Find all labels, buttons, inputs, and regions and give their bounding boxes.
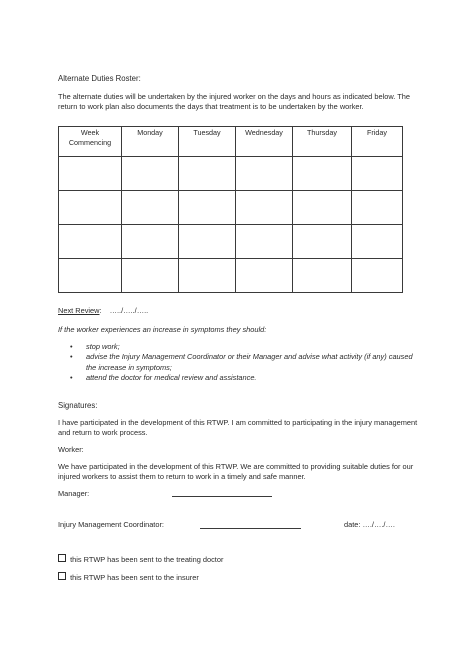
roster-cell[interactable] [179,259,236,293]
roster-intro: The alternate duties will be undertaken by the injured worker on the days and hours as indicated below. The return to work plan also documents the days that treatment is to be undertaken by the worker. [58,92,410,112]
roster-cell[interactable] [179,191,236,225]
next-review-label: Next Review [58,306,100,315]
coordinator-label: Injury Management Coordinator: [58,520,164,529]
manager-label: Manager: [58,489,90,498]
roster-cell[interactable] [236,191,293,225]
manager-statement: We have participated in the development of this RTWP. We are committed to providing suitable duties for our injured workers to assist them to return to work in a timely and safe manner. [58,462,414,482]
roster-header-row [59,127,403,157]
worker-label: Worker: [58,445,84,454]
manager-signature-line[interactable] [172,496,272,497]
next-review [58,306,148,316]
roster-cell[interactable] [236,259,293,293]
column-header: Tuesday [179,127,236,157]
checkbox-row-insurer[interactable] [58,572,199,583]
signature-date[interactable]: date: …./…./…. [344,520,395,529]
roster-cell[interactable] [352,259,403,293]
roster-cell[interactable] [236,225,293,259]
roster-cell[interactable] [122,157,179,191]
column-header: Week Commencing [59,127,122,157]
roster-cell[interactable] [236,157,293,191]
roster-table [58,126,403,293]
roster-cell[interactable] [293,225,352,259]
roster-cell[interactable] [122,259,179,293]
roster-title: Alternate Duties Roster: [58,74,141,83]
roster-cell[interactable] [59,191,122,225]
roster-cell[interactable] [293,157,352,191]
column-header: Monday [122,127,179,157]
column-header: Thursday [293,127,352,157]
roster-cell[interactable] [352,157,403,191]
roster-cell[interactable] [352,225,403,259]
list-item: • stop work; [70,342,414,352]
roster-cell[interactable] [59,225,122,259]
symptoms-list [70,342,414,384]
table-row [59,191,403,225]
symptoms-intro: If the worker experiences an increase in symptoms they should: [58,325,267,334]
roster-cell[interactable] [179,157,236,191]
checkbox[interactable] [58,554,66,562]
next-review-date[interactable]: …../…../….. [109,306,149,315]
next-review-separator: : [99,306,102,315]
checkbox-label: this RTWP has been sent to the insurer [70,573,199,582]
roster-cell[interactable] [352,191,403,225]
table-row [59,259,403,293]
checkbox-label: this RTWP has been sent to the treating doctor [70,555,224,564]
roster-cell[interactable] [59,259,122,293]
table-row [59,157,403,191]
checkbox-row-doctor[interactable] [58,554,223,565]
roster-cell[interactable] [59,157,122,191]
signatures-title: Signatures: [58,401,98,410]
coordinator-signature-line[interactable] [200,528,301,529]
roster-cell[interactable] [179,225,236,259]
roster-cell[interactable] [122,191,179,225]
roster-cell[interactable] [293,259,352,293]
roster-cell[interactable] [293,191,352,225]
list-item: • advise the Injury Management Coordinator or their Manager and advise what activity (if any) caused the increase in symptoms; [70,352,414,373]
roster-cell[interactable] [122,225,179,259]
checkbox[interactable] [58,572,66,580]
column-header: Friday [352,127,403,157]
worker-statement: I have participated in the development of this RTWP. I am committed to participating in the injury management and return to work process. [58,418,418,438]
column-header: Wednesday [236,127,293,157]
list-item: • attend the doctor for medical review and assistance. [70,373,414,383]
table-row [59,225,403,259]
